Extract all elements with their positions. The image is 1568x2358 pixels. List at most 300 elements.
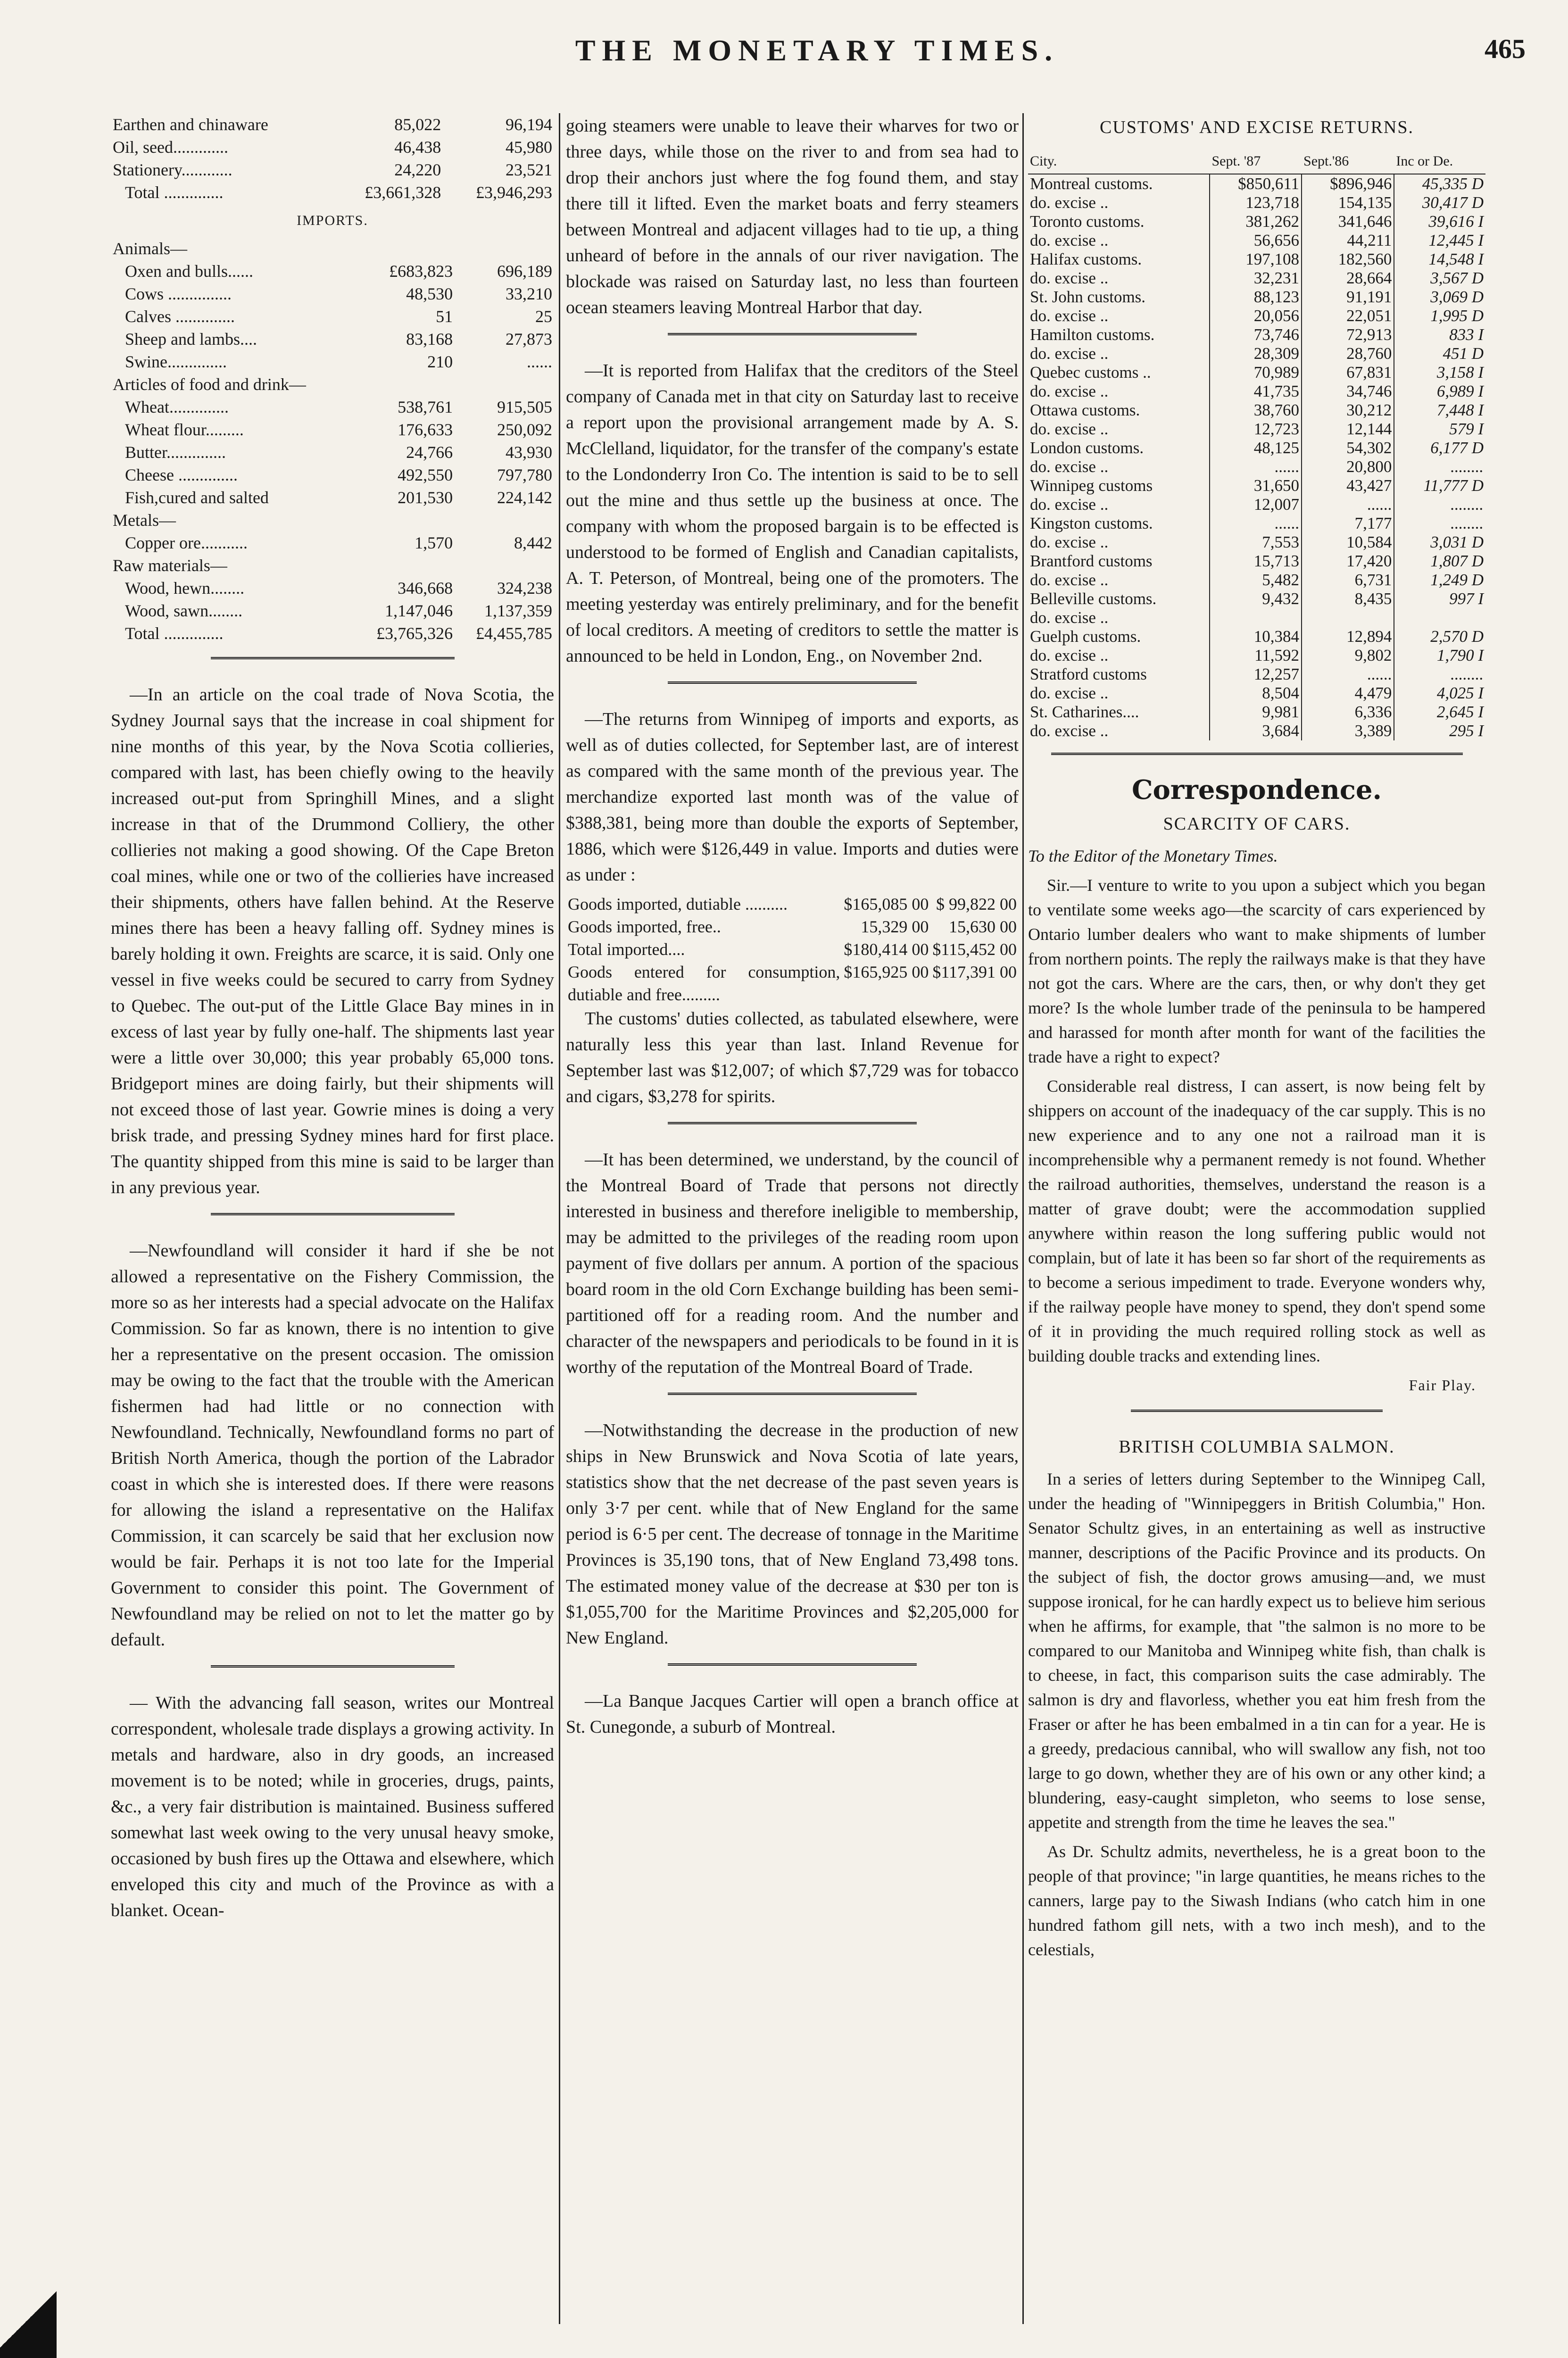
value-cell: 17,420 [1302, 552, 1394, 571]
value-cell: $896,946 [1302, 174, 1394, 193]
row-value: 250,092 [497, 420, 552, 439]
city-cell: Kingston customs. [1030, 514, 1153, 532]
value-cell: 197,108 [1210, 250, 1302, 269]
value-cell: 28,664 [1302, 269, 1394, 288]
article-steel-company: —It is reported from Halifax that the creditors of the Steel company of Canada met in that city on Saturday last to receive a report upon the provisional arrangement made by A. S. McClelland, liquidator, for the transfer of the company's estate to the Londonderry Iron Co. The intention is said to be to sell out the mine and thus settle up the business at once. The company with whom the proposed bargain is to be effected is understood to be formed of English and Canadian capitalists, A. T. Peterson, of Montreal, being one of the promoters. The meeting yesterday was entirely preliminary, and for the benefit of local creditors. A meeting of creditors to settle the matter is announced to be held in London, Eng., on November 2nd. [566, 361, 1019, 666]
change-cell: 295 I [1394, 722, 1485, 740]
table-row [1028, 514, 1485, 533]
total-value: £3,946,293 [476, 183, 552, 202]
city-cell: do. excise .. [1030, 307, 1109, 325]
total-value: £4,455,785 [476, 624, 552, 643]
row-value: 1,570 [415, 533, 453, 552]
row-label: Stationery............ [113, 160, 232, 179]
city-cell: do. excise .. [1030, 457, 1109, 476]
city-cell: do. excise .. [1030, 684, 1109, 702]
table-row [1028, 401, 1485, 420]
row-value [355, 509, 455, 531]
row-value: 324,238 [497, 579, 552, 598]
city-cell: St. Catharines.... [1030, 703, 1139, 721]
column-1 [111, 113, 554, 2324]
change-cell: 39,616 I [1394, 212, 1485, 231]
newspaper-title: THE MONETARY TIMES. [575, 33, 1059, 67]
value-cell: 9,802 [1302, 646, 1394, 665]
city-cell: Belleville customs. [1030, 590, 1157, 608]
row-value: 24,220 [394, 160, 441, 179]
article-montreal-trade: — With the advancing fall season, writes our Montreal correspondent, wholesale trade displays a growing activity. In metals and hardware, also in dry goods, an increased movement is to be noted; while in groceries, drugs, paints, &c., a very fair distribution is maintained. Business suffered somewhat last week owing to the very unusal heavy smoke, occasioned by bush fires up the Ottawa and elsewhere, which enveloped this city and much of the Province as with a blanket. Ocean- [111, 1693, 554, 1920]
row-value: 96,194 [506, 115, 552, 134]
value-cell: 56,656 [1210, 231, 1302, 250]
row-value: 46,438 [394, 138, 441, 157]
table-row [111, 113, 554, 136]
city-cell: do. excise .. [1030, 269, 1109, 287]
value-cell: 67,831 [1302, 363, 1394, 382]
separator [668, 1663, 917, 1674]
city-cell: Ottawa customs. [1030, 401, 1140, 419]
value-cell: 154,135 [1302, 193, 1394, 212]
column-3 [1028, 113, 1485, 2324]
change-cell: 1,249 D [1394, 571, 1485, 590]
row-label: Metals— [113, 511, 176, 530]
letter-salutation: To the Editor of the Monetary Times. [1028, 847, 1278, 865]
imports-total-row [111, 622, 554, 645]
table-row [111, 396, 554, 418]
change-cell: 3,069 D [1394, 288, 1485, 307]
change-cell [1394, 608, 1485, 627]
row-label: Oxen and bulls...... [125, 262, 253, 281]
change-cell: 7,448 I [1394, 401, 1485, 420]
letter-paragraph: Considerable real distress, I can assert, is now being felt by shippers on account of the inadequacy of the car supply. This is no new experience and to any one not a railroad man it is incomprehensible why a permanent remedy is not found. Whether the railroad authorities, themselves, understand the reason is a matter of grave doubt; were the accommodation supplied anywhere within reason the long suffering public would not complain, but of late it has been so far short of the requirements as to become a serious impediment to trade. Everyone wonders why, if the railway people have money to spend, they don't spend some of it in providing the much required rolling stock as well as building double tracks and extending lines. [1028, 1077, 1485, 1365]
row-value: $165,085 00 [844, 895, 929, 913]
row-value: 224,142 [497, 488, 552, 507]
article-customs-duties: The customs' duties collected, as tabulated elsewhere, were naturally less this year than last. Inland Revenue for September last was $12,007; of which $7,729 was for tobacco and cigars, $3,278 for spirits. [566, 1009, 1019, 1106]
row-label: Cows ............... [125, 284, 232, 303]
article-montreal-trade-cont: going steamers were unable to leave their wharves for two or three days, while those on the river to and from sea had to drop their anchors just where the fog found them, and stay there till it lifted. Even the market boats and ferry steamers between Montreal and adjacent villages had to tie up, a thing unheard of before in the annals of our river navigation. The blockade was raised on Saturday last, no less than fourteen ocean steamers leaving Montreal Harbor that day. [566, 116, 1019, 317]
article-paragraph: As Dr. Schultz admits, nevertheless, he is a great boon to the people of that province; "in large quantities, he means riches to the canners, large pay to the Siwash Indians (who catch him in one hundred fathom gill nets, with a two inch mesh), and to the celestials, [1028, 1842, 1485, 1959]
value-cell: 10,384 [1210, 627, 1302, 646]
masthead [94, 14, 1540, 94]
row-label: Oil, seed............. [113, 138, 228, 157]
value-cell: 11,592 [1210, 646, 1302, 665]
table-row [1028, 231, 1485, 250]
value-cell: 28,760 [1302, 344, 1394, 363]
table-row [1028, 627, 1485, 646]
table-row [1028, 457, 1485, 476]
city-cell: do. excise .. [1030, 193, 1109, 212]
separator [1131, 1410, 1383, 1420]
row-value: $180,414 00 [844, 940, 929, 959]
total-value: £3,661,328 [365, 183, 441, 202]
value-cell: 91,191 [1302, 288, 1394, 307]
row-value: 24,766 [406, 443, 453, 462]
change-cell: 451 D [1394, 344, 1485, 363]
row-value [455, 554, 554, 577]
city-cell: do. excise .. [1030, 344, 1109, 363]
total-value: £3,765,326 [376, 624, 453, 643]
value-cell: 10,584 [1302, 533, 1394, 552]
row-value: 83,168 [406, 330, 453, 349]
value-cell: 44,211 [1302, 231, 1394, 250]
value-cell: ...... [1210, 514, 1302, 533]
table-row [1028, 590, 1485, 608]
table-row [1028, 533, 1485, 552]
table-row [1028, 325, 1485, 344]
row-value: 1,137,359 [484, 601, 552, 620]
letter-paragraph: Sir.—I venture to write to you upon a subject which you began to ventilate some weeks ago—the scarcity of cars experienced by Ontario lumber dealers who want to make shipments of lumber from northern points. The reply the railways make is that they have not got the cars. Where are the cars, then, or why don't they get more? Is the whole lumber trade of the peninsula to be hampered and harassed for month after month for want of the facilities the trade have a right to expect? [1028, 876, 1485, 1066]
scan-artifact [0, 2277, 57, 2358]
row-label: Wheat.............. [125, 398, 229, 416]
change-cell: 1,807 D [1394, 552, 1485, 571]
row-label: Goods imported, free.. [568, 917, 721, 936]
row-value: 346,668 [398, 579, 453, 598]
table-row [1028, 703, 1485, 722]
col-header-change: Inc or De. [1394, 149, 1485, 174]
change-cell: 12,445 I [1394, 231, 1485, 250]
table-row [111, 282, 554, 305]
row-value: 797,780 [497, 465, 552, 484]
table-row [1028, 439, 1485, 457]
value-cell: 8,435 [1302, 590, 1394, 608]
value-cell: 31,650 [1210, 476, 1302, 495]
table-row [566, 961, 1019, 1006]
value-cell: $850,611 [1210, 174, 1302, 193]
change-cell: ........ [1394, 665, 1485, 684]
value-cell: 4,479 [1302, 684, 1394, 703]
row-value: 696,189 [497, 262, 552, 281]
row-value: 201,530 [398, 488, 453, 507]
row-value: 51 [436, 307, 453, 326]
col-header-sept87: Sept. '87 [1210, 149, 1302, 174]
value-cell: 70,989 [1210, 363, 1302, 382]
row-value: 8,442 [514, 533, 552, 552]
city-cell: Montreal customs. [1030, 174, 1153, 193]
value-cell: 123,718 [1210, 193, 1302, 212]
row-value: $117,391 00 [932, 963, 1017, 981]
city-cell: Halifax customs. [1030, 250, 1142, 268]
city-cell: do. excise .. [1030, 608, 1109, 627]
change-cell: 6,177 D [1394, 439, 1485, 457]
exports-table [111, 113, 554, 204]
value-cell: 182,560 [1302, 250, 1394, 269]
table-row [111, 509, 554, 531]
value-cell: 8,504 [1210, 684, 1302, 703]
article-winnipeg-returns: —The returns from Winnipeg of imports and exports, as well as of duties collected, for September last, are of interest as compared with the same month of the previous year. The merchandize exported last month was of the value of $388,381, being more than double the exports of September, 1886, which were $126,449 in value. Imports and duties were as under : [566, 709, 1019, 885]
value-cell: 28,309 [1210, 344, 1302, 363]
change-cell: 579 I [1394, 420, 1485, 439]
value-cell: 48,125 [1210, 439, 1302, 457]
change-cell: 2,570 D [1394, 627, 1485, 646]
article-coal-trade: —In an article on the coal trade of Nova Scotia, the Sydney Journal says that the increase in coal shipment for nine months of this year, by the Nova Scotia collieries, compared with last, has been chiefly owing to the heavily increased out-put from Springhill Mines, and a slight increase in that of the Drummond Colliery, the other collieries not making a good showing. Of the Cape Breton coal mines, while one or two of the collieries have increased their shipments, others have fallen behind. At the Reserve mines there has been a heavy falling off. Sydney mines is barely holding it own. Freights are scarce, it is said. Only one vessel in five weeks could be secured to carry from Sydney to Quebec. The out-put of the Little Glace Bay mines in in excess of last year by fully one-half. The shipments last year were a little over 30,000; this year probably 65,000 tons. Bridgeport mines are doing fairly, but their shipments will not exceed those of last year. Gowrie mines is doing a very brisk trade, and pressing Sydney mines hard for first place. The quantity shipped from this mine is said to be larger than in any previous year. [111, 685, 554, 1197]
row-value [355, 237, 455, 260]
table-row [1028, 665, 1485, 684]
article-newfoundland: —Newfoundland will consider it hard if she be not allowed a representative on the Fishery Commission, the more so as her interests had a special advocate on the Halifax Commission. So far as known, there is no intention to give her a representative on the present occasion. The omission may be owing to the fact that the trouble with the American fishermen had had little or no connection with Newfoundland. Technically, Newfoundland forms no part of British North America, though the portion of the Labrador coast in which she is interested does. If there were reasons for allowing the island a representative on the Halifax Commission, it can scarcely be said that her exclusion now would be fair. Perhaps it is not too late for the Imperial Government to consider this point. The Government of Newfoundland may be relied on not to let the matter go by default. [111, 1241, 554, 1650]
row-value: 33,210 [506, 284, 552, 303]
value-cell: 72,913 [1302, 325, 1394, 344]
table-row [1028, 476, 1485, 495]
value-cell [1210, 608, 1302, 627]
table-row [1028, 722, 1485, 740]
table-row [1028, 288, 1485, 307]
row-label: Wheat flour......... [125, 420, 244, 439]
table-row [111, 486, 554, 509]
row-value [455, 509, 554, 531]
row-label: Wood, hewn........ [125, 579, 245, 598]
article-banque-cartier: —La Banque Jacques Cartier will open a branch office at St. Cunegonde, a suburb of Montreal. [566, 1691, 1019, 1737]
row-value: $ 99,822 00 [936, 895, 1017, 913]
row-label: Goods imported, dutiable .......... [568, 895, 788, 913]
city-cell: do. excise .. [1030, 420, 1109, 438]
row-value [455, 237, 554, 260]
value-cell: 381,262 [1210, 212, 1302, 231]
value-cell: 12,007 [1210, 495, 1302, 514]
table-row [111, 464, 554, 486]
value-cell: 6,336 [1302, 703, 1394, 722]
change-cell: 4,025 I [1394, 684, 1485, 703]
city-cell: do. excise .. [1030, 382, 1109, 400]
city-cell: do. excise .. [1030, 646, 1109, 664]
value-cell: 5,482 [1210, 571, 1302, 590]
value-cell: 30,212 [1302, 401, 1394, 420]
value-cell: 32,231 [1210, 269, 1302, 288]
row-value: 15,630 00 [949, 917, 1017, 936]
article-board-of-trade: —It has been determined, we understand, by the council of the Montreal Board of Trade that persons not directly interested in business and therefore ineligible to membership, may be admitted to the privileges of the reading room upon payment of five dollars per annum. A portion of the spacious board room in the old Corn Exchange building has been semi-partitioned off for a reading room. And the number and character of the newspapers and periodicals to be found in it is worthy of the reputation of the Montreal Board of Trade. [566, 1150, 1019, 1377]
value-cell: 12,723 [1210, 420, 1302, 439]
change-cell: 30,417 D [1394, 193, 1485, 212]
column-rule [1022, 113, 1024, 2324]
value-cell: 12,144 [1302, 420, 1394, 439]
change-cell: 997 I [1394, 590, 1485, 608]
table-row [1028, 646, 1485, 665]
table-row [111, 305, 554, 328]
page-number: 465 [1485, 33, 1526, 64]
separator [668, 1122, 917, 1133]
row-value: 45,980 [506, 138, 552, 157]
table-row [111, 554, 554, 577]
table-row [1028, 193, 1485, 212]
value-cell: 12,257 [1210, 665, 1302, 684]
table-row [111, 328, 554, 350]
change-cell: 3,158 I [1394, 363, 1485, 382]
customs-table [1028, 149, 1485, 740]
value-cell [1302, 608, 1394, 627]
value-cell: 341,646 [1302, 212, 1394, 231]
value-cell: 3,389 [1302, 722, 1394, 740]
change-cell: ........ [1394, 457, 1485, 476]
table-row [1028, 363, 1485, 382]
city-cell: do. excise .. [1030, 495, 1109, 514]
row-label: Articles of food and drink— [113, 375, 306, 394]
table-row [111, 373, 554, 396]
city-cell: do. excise .. [1030, 722, 1109, 740]
change-cell: ........ [1394, 495, 1485, 514]
value-cell: 6,731 [1302, 571, 1394, 590]
table-row [1028, 344, 1485, 363]
change-cell: 1,995 D [1394, 307, 1485, 325]
row-label: Goods entered for consumption, dutiable and free......... [568, 963, 840, 1004]
table-row [111, 350, 554, 373]
table-row [1028, 495, 1485, 514]
table-row [111, 237, 554, 260]
value-cell: 9,981 [1210, 703, 1302, 722]
value-cell: 54,302 [1302, 439, 1394, 457]
value-cell: 88,123 [1210, 288, 1302, 307]
value-cell: 9,432 [1210, 590, 1302, 608]
city-cell: Quebec customs .. [1030, 363, 1151, 382]
row-value: 85,022 [394, 115, 441, 134]
letter-signature: Fair Play. [1409, 1377, 1476, 1394]
separator [668, 1393, 917, 1403]
city-cell: Toronto customs. [1030, 212, 1145, 231]
table-row [111, 531, 554, 554]
change-cell: 833 I [1394, 325, 1485, 344]
row-value: 210 [427, 352, 453, 371]
city-cell: Hamilton customs. [1030, 325, 1155, 344]
value-cell: 73,746 [1210, 325, 1302, 344]
row-value: 492,550 [398, 465, 453, 484]
row-label: Swine.............. [125, 352, 227, 371]
table-row [1028, 608, 1485, 627]
customs-header-row [1028, 149, 1485, 174]
city-cell: Guelph customs. [1030, 627, 1141, 646]
row-label: Cheese .............. [125, 465, 238, 484]
value-cell: 12,894 [1302, 627, 1394, 646]
column-2 [566, 113, 1019, 2324]
row-value: 176,633 [398, 420, 453, 439]
correspondence-heading: Correspondence. [1131, 774, 1382, 805]
table-row [1028, 382, 1485, 401]
customs-title: CUSTOMS' AND EXCISE RETURNS. [1099, 117, 1414, 137]
row-label: Animals— [113, 239, 187, 258]
separator [211, 1665, 455, 1676]
table-row [111, 441, 554, 464]
table-row [1028, 307, 1485, 325]
city-cell: Winnipeg customs [1030, 476, 1153, 495]
separator [211, 1213, 455, 1224]
change-cell: 3,567 D [1394, 269, 1485, 288]
imports-table [111, 237, 554, 645]
table-row [1028, 269, 1485, 288]
change-cell: 3,031 D [1394, 533, 1485, 552]
city-cell: do. excise .. [1030, 231, 1109, 249]
row-value: 43,930 [506, 443, 552, 462]
row-value: $165,925 00 [844, 963, 929, 981]
article-shipbuilding: —Notwithstanding the decrease in the production of new ships in New Brunswick and Nova Scotia of late years, statistics show that the net decrease of the past seven years is only 3·7 per cent. while that of New England for the same period is 6·5 per cent. The decrease of tonnage in the Maritime Provinces is 35,190 tons, that of New England 73,498 tons. The estimated money value of the decrease at $30 per ton is $1,055,700 for the Maritime Provinces and $2,205,000 for New England. [566, 1420, 1019, 1648]
city-cell: do. excise .. [1030, 571, 1109, 589]
table-row [1028, 250, 1485, 269]
column-rule [559, 113, 560, 2324]
row-label: Butter.............. [125, 443, 226, 462]
row-value: £683,823 [389, 262, 453, 281]
value-cell: ...... [1302, 665, 1394, 684]
row-value: 15,329 00 [861, 917, 929, 936]
table-row [111, 136, 554, 158]
row-value [455, 373, 554, 396]
value-cell: 22,051 [1302, 307, 1394, 325]
row-label: Calves .............. [125, 307, 235, 326]
row-value: 1,147,046 [385, 601, 453, 620]
table-row [566, 893, 1019, 915]
imports-heading: IMPORTS. [297, 213, 368, 228]
change-cell: 6,989 I [1394, 382, 1485, 401]
separator [668, 333, 917, 344]
value-cell: 3,684 [1210, 722, 1302, 740]
col-header-city: City. [1028, 149, 1210, 174]
row-value: 27,873 [506, 330, 552, 349]
row-value: 25 [535, 307, 552, 326]
value-cell: 34,746 [1302, 382, 1394, 401]
row-value: $115,452 00 [932, 940, 1017, 959]
change-cell: 11,777 D [1394, 476, 1485, 495]
value-cell: 20,800 [1302, 457, 1394, 476]
separator [211, 657, 455, 668]
row-label: Earthen and chinaware [113, 115, 268, 134]
change-cell: 2,645 I [1394, 703, 1485, 722]
row-value: 915,505 [497, 398, 552, 416]
change-cell: 45,335 D [1394, 174, 1485, 193]
value-cell: ...... [1210, 457, 1302, 476]
value-cell: 20,056 [1210, 307, 1302, 325]
row-label: Copper ore........... [125, 533, 248, 552]
table-row [111, 577, 554, 599]
winnipeg-table [566, 893, 1019, 1006]
row-value: ...... [527, 352, 552, 371]
table-row [1028, 420, 1485, 439]
separator [1051, 753, 1463, 764]
col-header-sept86: Sept.'86 [1302, 149, 1394, 174]
total-label: Total .............. [125, 183, 224, 202]
row-value: 48,530 [406, 284, 453, 303]
city-cell: London customs. [1030, 439, 1144, 457]
value-cell: ...... [1302, 495, 1394, 514]
city-cell: Stratford customs [1030, 665, 1147, 683]
table-row [1028, 571, 1485, 590]
article-paragraph: In a series of letters during September to the Winnipeg Call, under the heading of "Winnipeggers in British Columbia," Hon. Senator Schultz gives, in an entertaining as well as instructive manner, descriptions of the Pacific Province and its products. On the subject of fish, the doctor grows amusing—and, we must suppose ironical, for he can hardly expect us to believe him serious when he affirms, for example, that "the salmon is no more to be compared to our Manitoba and Winnipeg white fish, than chalk is to cheese, in fact, this comparison suits the case admirably. The salmon is dry and flavorless, whether you eat him fresh from the Fraser or after he has been embalmed in a tin can for a year. He is a greedy, predacious cannibal, who will swallow any fish, not too large to go down, whether they are of his own or any other kind; a blundering, easy-caught simpleton, who seems to lose sense, appetite and strength from the time he leaves the sea." [1028, 1470, 1485, 1832]
table-row [566, 938, 1019, 961]
table-row [1028, 174, 1485, 193]
table-row [111, 418, 554, 441]
table-row [111, 260, 554, 282]
table-row [1028, 212, 1485, 231]
table-row [111, 599, 554, 622]
table-row [1028, 684, 1485, 703]
row-label: Sheep and lambs.... [125, 330, 257, 349]
total-label: Total .............. [125, 624, 224, 643]
row-value: 23,521 [506, 160, 552, 179]
value-cell: 41,735 [1210, 382, 1302, 401]
article-title: BRITISH COLUMBIA SALMON. [1119, 1437, 1395, 1457]
table-row [1028, 552, 1485, 571]
row-label: Raw materials— [113, 556, 227, 575]
change-cell: 1,790 I [1394, 646, 1485, 665]
value-cell: 7,553 [1210, 533, 1302, 552]
city-cell: St. John customs. [1030, 288, 1146, 306]
city-cell: do. excise .. [1030, 533, 1109, 551]
letter-title: SCARCITY OF CARS. [1163, 814, 1351, 834]
exports-total-row [111, 181, 554, 204]
row-label: Total imported.... [568, 940, 685, 959]
row-value: 538,761 [398, 398, 453, 416]
row-value [355, 554, 455, 577]
value-cell: 43,427 [1302, 476, 1394, 495]
city-cell: Brantford customs [1030, 552, 1153, 570]
row-value [355, 373, 455, 396]
change-cell: ........ [1394, 514, 1485, 533]
row-label: Wood, sawn........ [125, 601, 243, 620]
row-label: Fish,cured and salted [125, 488, 269, 507]
table-row [111, 158, 554, 181]
value-cell: 7,177 [1302, 514, 1394, 533]
change-cell: 14,548 I [1394, 250, 1485, 269]
separator [668, 681, 917, 692]
